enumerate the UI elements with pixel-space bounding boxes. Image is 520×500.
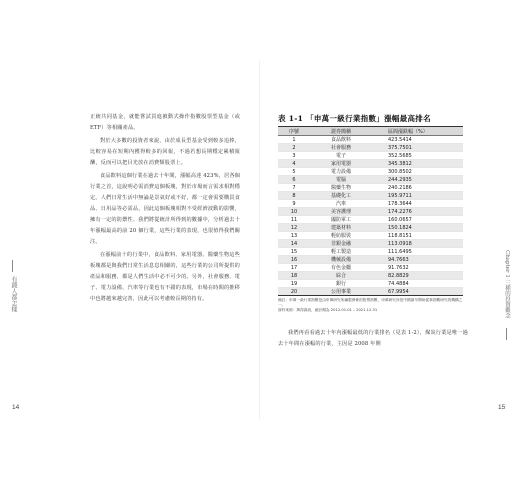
cell-rank: 10 <box>278 208 310 216</box>
cell-rank: 16 <box>278 256 310 264</box>
cell-range-change: 91.7632 <box>372 264 463 272</box>
cell-range-change: 74.4884 <box>372 280 463 288</box>
cell-range-change: 423.5414 <box>372 136 463 144</box>
cell-security-name: 汽車 <box>310 200 372 208</box>
cell-security-name: 建築材料 <box>310 224 372 232</box>
table-row <box>278 136 463 144</box>
table-row <box>278 272 463 280</box>
header-rank: 序號 <box>278 127 310 136</box>
cell-security-name: 電腦 <box>310 176 372 184</box>
table-caption: 表 1-1 「申萬一級行業指數」漲幅最高排名 <box>278 114 431 123</box>
cell-rank: 2 <box>278 144 310 152</box>
cell-security-name: 銀行 <box>310 280 372 288</box>
cell-range-change: 111.6495 <box>372 248 463 256</box>
cell-security-name: 電力設備 <box>310 168 372 176</box>
cell-range-change: 118.8151 <box>372 232 463 240</box>
table-row <box>278 280 463 288</box>
cell-security-name: 輕紡服裝 <box>310 232 372 240</box>
side-tab-marker <box>506 328 507 340</box>
cell-security-name: 國防軍工 <box>310 216 372 224</box>
table-row <box>278 192 463 200</box>
right-side-tab <box>502 250 512 330</box>
cell-rank: 9 <box>278 200 310 208</box>
cell-rank: 4 <box>278 160 310 168</box>
cell-rank: 18 <box>278 272 310 280</box>
right-side-tab-label: Chapter 1 三種的投資觀念 <box>504 250 510 319</box>
table-header-row <box>278 127 463 136</box>
table-row <box>278 208 463 216</box>
cell-rank: 19 <box>278 280 310 288</box>
left-side-tab-label: 有錢人都怎樣 <box>10 276 17 312</box>
cell-range-change: 195.9711 <box>372 192 463 200</box>
cell-range-change: 67.9954 <box>372 288 463 296</box>
table-body <box>278 136 463 296</box>
table-notes <box>278 298 463 314</box>
cell-rank: 12 <box>278 224 310 232</box>
page-gutter <box>259 60 260 420</box>
cell-rank: 1 <box>278 136 310 144</box>
cell-security-name: 機械設備 <box>310 256 372 264</box>
cell-range-change: 375.7501 <box>372 144 463 152</box>
cell-security-name: 醫藥生物 <box>310 184 372 192</box>
cell-security-name: 公用事業 <box>310 288 372 296</box>
cell-range-change: 300.8502 <box>372 168 463 176</box>
cell-rank: 11 <box>278 216 310 224</box>
cell-range-change: 345.3812 <box>372 160 463 168</box>
cell-security-name: 家用電器 <box>310 160 372 168</box>
left-paragraph-3: 食品飲料這個行業在過去十年間，漲幅高達 423%，居各個行業之首，這說明必需消費這個板塊，對於市場而言需求相對穩定。人們日常生活中無論是景氣好或不好，都一定會需要購買食品、日用品等必需品，因此這個板塊相對不受經濟波動的影響，擁有一定的防禦性。我們將從統計所得到的數據中，分析過去十年漲幅最高的前 20 個行業，這些行業的表現，也很值得我們關注。 <box>90 173 240 245</box>
cell-range-change: 150.1824 <box>372 224 463 232</box>
cell-security-name: 電子 <box>310 152 372 160</box>
cell-rank: 6 <box>278 176 310 184</box>
cell-security-name: 食品飲料 <box>310 136 372 144</box>
cell-rank: 3 <box>278 152 310 160</box>
cell-range-change: 240.2186 <box>372 184 463 192</box>
cell-rank: 15 <box>278 248 310 256</box>
table-row <box>278 160 463 168</box>
cell-rank: 20 <box>278 288 310 296</box>
left-page-body <box>90 112 240 307</box>
cell-rank: 17 <box>278 264 310 272</box>
cell-range-change: 160.0657 <box>372 216 463 224</box>
table-row <box>278 288 463 296</box>
cell-security-name: 綜合 <box>310 272 372 280</box>
table-row <box>278 264 463 272</box>
cell-security-name: 社會服務 <box>310 144 372 152</box>
industry-rank-table <box>278 126 463 296</box>
cell-range-change: 94.7663 <box>372 256 463 264</box>
table-row <box>278 216 463 224</box>
left-paragraph-2: 對於大多數的投資者來說，由於成長型基金受到較多追捧，比較容易在短期內獲得較多的回報，不過若想長期穩定累積報酬，反而可以把目光放在消費類股票上。 <box>90 138 240 166</box>
table-row <box>278 168 463 176</box>
left-side-tab <box>8 268 18 338</box>
table-note-source: 資料來源：萬得資訊，統計期為 2012.01.01 – 2021.12.31 <box>278 308 378 313</box>
right-paragraph: 我們再看看過去十年內漲幅最低的行業排名（見表 1-2），煤炭行業是唯一過去十年間在漲幅的行業，主因是 2008 年開 <box>278 329 468 347</box>
cell-rank: 5 <box>278 168 310 176</box>
cell-range-change: 352.5685 <box>372 152 463 160</box>
table-row <box>278 232 463 240</box>
left-paragraph-4: 在漲幅前十的行業中，食品飲料、家用電器、醫藥生物這些板塊都是與我們日常生活息息相關的，這些行業的公司所提供的產品和服務，都是人們生活中必不可少的。另外，社會服務、電子、電力設備、汽車等行業也有不錯的表現，市場在時間的推移中也將越來越完善，因此可以考慮較長期的持有。 <box>90 252 240 302</box>
cell-range-change: 174.2276 <box>372 208 463 216</box>
cell-range-change: 113.0918 <box>372 240 463 248</box>
left-page-number: 14 <box>12 404 20 411</box>
cell-rank: 7 <box>278 184 310 192</box>
table-row <box>278 256 463 264</box>
table-row <box>278 184 463 192</box>
cell-rank: 14 <box>278 240 310 248</box>
cell-rank: 8 <box>278 192 310 200</box>
right-page-number: 15 <box>498 404 506 411</box>
header-security-name: 證券簡稱 <box>310 127 372 136</box>
cell-security-name: 美容護理 <box>310 208 372 216</box>
table-row <box>278 152 463 160</box>
right-page-body <box>278 113 468 352</box>
cell-security-name: 非銀金融 <box>310 240 372 248</box>
left-paragraph-1: 正統共同基金，就能嘗試買進被動式操作指數股票型基金（或 ETF）等相關產品。 <box>90 114 240 131</box>
table-row <box>278 176 463 184</box>
table-note-remark: 備註：申萬一級行業指數是由申萬研究所編製發佈的股票指數，申萬研究所是中國最早開始從事指數研究的機構之一。 <box>278 298 463 308</box>
table-row <box>278 248 463 256</box>
side-tab-marker <box>12 260 13 272</box>
table-row <box>278 224 463 232</box>
cell-security-name: 基礎化工 <box>310 192 372 200</box>
cell-range-change: 178.3644 <box>372 200 463 208</box>
table-row <box>278 200 463 208</box>
cell-security-name: 有色金屬 <box>310 264 372 272</box>
cell-range-change: 82.8829 <box>372 272 463 280</box>
table-row <box>278 240 463 248</box>
header-range-change: 區間漲跌幅（%） <box>372 127 463 136</box>
cell-security-name: 輕工製造 <box>310 248 372 256</box>
cell-range-change: 244.2935 <box>372 176 463 184</box>
table-row <box>278 144 463 152</box>
cell-rank: 13 <box>278 232 310 240</box>
